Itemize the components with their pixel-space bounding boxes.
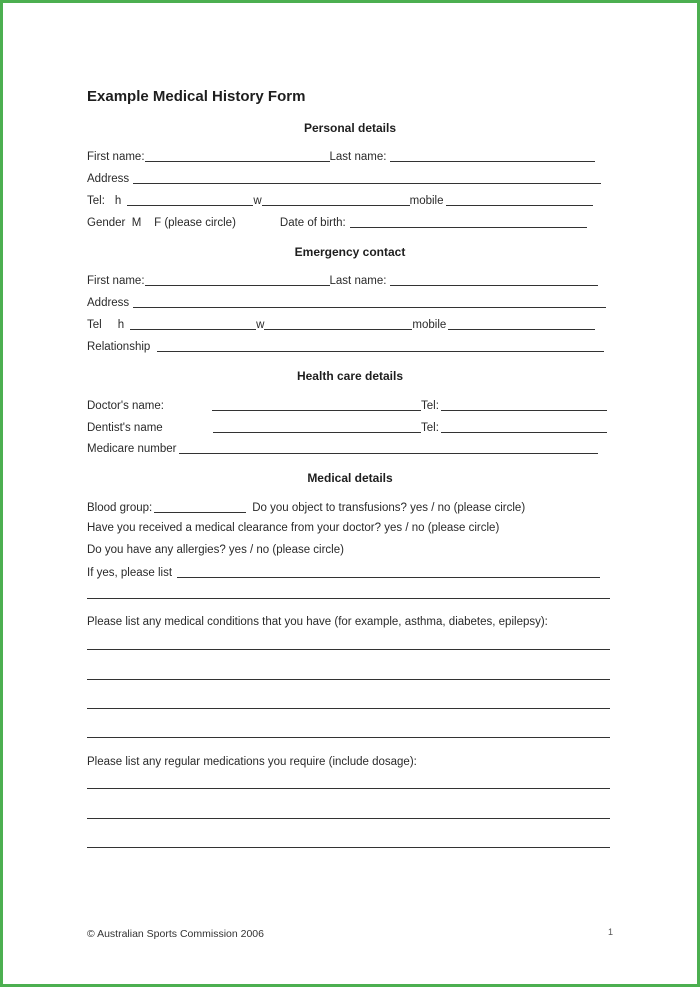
last-name-field[interactable]	[390, 161, 595, 162]
doctor-field[interactable]	[212, 410, 421, 411]
emergency-first-name-label: First name:	[87, 275, 145, 287]
page-number: 1	[607, 927, 613, 937]
dentist-row	[87, 419, 613, 435]
dentist-label: Dentist's name	[87, 422, 163, 434]
emergency-address-row	[87, 294, 613, 310]
blood-group-label: Blood group:	[87, 502, 153, 514]
tel-work-label: w	[253, 195, 262, 207]
emergency-address-label: Address	[87, 297, 130, 309]
emergency-mobile-label: mobile	[412, 319, 447, 331]
medications-line[interactable]	[87, 847, 610, 848]
allergies-field[interactable]	[177, 577, 600, 578]
emergency-mobile-field[interactable]	[448, 329, 595, 330]
address-field[interactable]	[133, 183, 601, 184]
emergency-last-name-field[interactable]	[390, 285, 598, 286]
medicare-label: Medicare number	[87, 443, 177, 455]
doctor-label: Doctor's name:	[87, 400, 164, 412]
personal-tel-row	[87, 192, 613, 208]
emergency-tel-label: Tel	[87, 319, 102, 331]
dentist-tel-label: Tel:	[421, 422, 439, 434]
blood-group-row	[87, 499, 613, 515]
dentist-field[interactable]	[213, 432, 421, 433]
address-label: Address	[87, 173, 130, 185]
tel-work-field[interactable]	[262, 205, 410, 206]
conditions-line[interactable]	[87, 708, 610, 709]
medications-line[interactable]	[87, 818, 610, 819]
transfusions-question[interactable]: Do you object to transfusions? yes / no (please circle)	[252, 502, 526, 514]
emergency-tel-row	[87, 316, 613, 332]
conditions-line[interactable]	[87, 737, 610, 738]
form-page	[87, 0, 613, 987]
emergency-name-row	[87, 272, 613, 288]
emergency-first-name-field[interactable]	[145, 285, 330, 286]
section-heading-emergency: Emergency contact	[294, 245, 406, 259]
relationship-label: Relationship	[87, 341, 151, 353]
personal-address-row	[87, 170, 613, 186]
form-title: Example Medical History Form	[87, 88, 306, 105]
emergency-relationship-row	[87, 338, 613, 354]
section-heading-personal: Personal details	[303, 121, 397, 135]
conditions-line[interactable]	[87, 649, 610, 650]
tel-home-label: h	[114, 195, 122, 207]
allergies-list-row	[87, 564, 613, 580]
conditions-line[interactable]	[87, 679, 610, 680]
emergency-tel-home-field[interactable]	[130, 329, 256, 330]
dob-label: Date of birth:	[279, 217, 346, 229]
medicare-row	[87, 440, 613, 456]
doctor-tel-field[interactable]	[441, 410, 607, 411]
mobile-label: mobile	[409, 195, 444, 207]
medicare-field[interactable]	[179, 453, 598, 454]
tel-home-field[interactable]	[127, 205, 253, 206]
dob-field[interactable]	[350, 227, 587, 228]
first-name-field[interactable]	[145, 161, 330, 162]
allergies-extra-line[interactable]	[87, 598, 610, 599]
if-yes-label: If yes, please list	[87, 567, 173, 579]
relationship-field[interactable]	[157, 351, 604, 352]
medications-line[interactable]	[87, 788, 610, 789]
conditions-prompt: Please list any medical conditions that you have (for example, asthma, diabetes, epilepsy):	[87, 616, 548, 628]
doctor-tel-label: Tel:	[421, 400, 439, 412]
copyright-footer: © Australian Sports Commission 2006	[87, 928, 264, 940]
doctor-row	[87, 397, 613, 413]
mobile-field[interactable]	[446, 205, 593, 206]
gender-label[interactable]: Gender M F (please circle)	[87, 217, 236, 229]
emergency-last-name-label: Last name:	[329, 275, 387, 287]
last-name-label: Last name:	[329, 151, 387, 163]
emergency-tel-home-label: h	[117, 319, 125, 331]
blood-group-field[interactable]	[154, 512, 246, 513]
emergency-tel-work-label: w	[256, 319, 265, 331]
clearance-question[interactable]: Have you received a medical clearance from your doctor? yes / no (please circle)	[87, 522, 500, 534]
tel-label: Tel:	[87, 195, 105, 207]
allergies-question[interactable]: Do you have any allergies? yes / no (please circle)	[87, 544, 344, 556]
emergency-tel-work-field[interactable]	[264, 329, 412, 330]
section-heading-health: Health care details	[296, 369, 404, 383]
personal-name-row	[87, 148, 613, 164]
section-heading-medical: Medical details	[307, 471, 393, 485]
dentist-tel-field[interactable]	[441, 432, 607, 433]
emergency-address-field[interactable]	[133, 307, 606, 308]
first-name-label: First name:	[87, 151, 145, 163]
medications-prompt: Please list any regular medications you require (include dosage):	[87, 756, 417, 768]
personal-gender-row	[87, 214, 613, 230]
